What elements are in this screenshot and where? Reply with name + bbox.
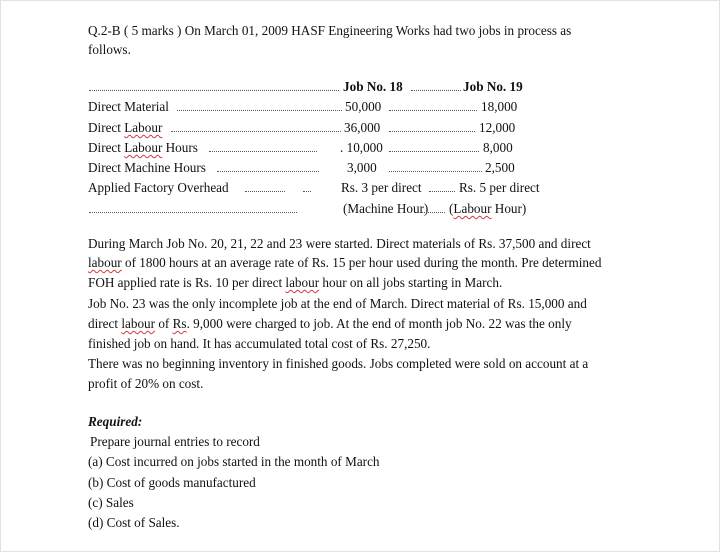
required-item-c: (c) Sales: [88, 495, 134, 510]
job18-foh-basis: (Machine Hour): [343, 201, 429, 216]
required-item-b: (b) Cost of goods manufactured: [88, 475, 256, 490]
row-label-direct-machine-hours: Direct Machine Hours: [88, 160, 206, 175]
row-label-direct-labour: Direct Labour: [88, 120, 163, 135]
job19-header: Job No. 19: [463, 79, 523, 94]
job19-machine-hours: 2,500: [485, 160, 515, 175]
paragraph-3-line-1: There was no beginning inventory in finished goods. Jobs completed were sold on account at a: [88, 356, 589, 371]
leader-dots: [171, 131, 341, 132]
paragraph-2-line-1: Job No. 23 was the only incomplete job at the end of March. Direct material of Rs. 15,000 and: [88, 296, 587, 311]
paragraph-3-line-2: profit of 20% on cost.: [88, 376, 204, 391]
question-heading: Q.2-B ( 5 marks ) On March 01, 2009 HASF Engineering Works had two jobs in process as: [88, 23, 572, 38]
job18-machine-hours: 3,000: [347, 160, 377, 175]
leader-dots: [389, 110, 477, 111]
required-item-d: (d) Cost of Sales.: [88, 515, 180, 530]
job18-direct-material: 50,000: [345, 99, 382, 114]
paragraph-1-line-3: FOH applied rate is Rs. 10 per direct labour hour on all jobs starting in March.: [88, 275, 503, 290]
required-item-a: (a) Cost incurred on jobs started in the month of March: [88, 454, 380, 469]
leader-dots: [89, 212, 297, 213]
job19-direct-material: 18,000: [481, 99, 518, 114]
question-heading-cont: follows.: [88, 42, 131, 57]
leader-dots: [411, 90, 461, 91]
leader-dots: [303, 191, 311, 192]
job18-header: Job No. 18: [343, 79, 403, 94]
leader-dots: [89, 90, 339, 91]
job19-foh-basis: (Labour Hour): [449, 201, 527, 216]
leader-dots: [389, 171, 482, 172]
paragraph-1-line-2: labour of 1800 hours at an average rate of Rs. 15 per hour used during the month. Pre determined: [88, 255, 602, 270]
leader-dots: [209, 151, 317, 152]
required-heading: Required:: [88, 414, 143, 429]
row-label-direct-material: Direct Material: [88, 99, 169, 114]
leader-dots: [389, 131, 475, 132]
leader-dots: [389, 151, 479, 152]
row-label-applied-foh: Applied Factory Overhead: [88, 180, 229, 195]
leader-dots: [245, 191, 285, 192]
job19-direct-labour: 12,000: [479, 120, 516, 135]
leader-dots: [417, 212, 445, 213]
job19-direct-labour-hours: 8,000: [483, 140, 513, 155]
leader-dots: [429, 191, 455, 192]
row-label-direct-labour-hours: Direct Labour Hours: [88, 140, 198, 155]
required-intro: Prepare journal entries to record: [90, 434, 260, 449]
job19-foh-rate: Rs. 5 per direct: [459, 180, 540, 195]
job18-foh-rate: Rs. 3 per direct: [341, 180, 422, 195]
leader-dots: [177, 110, 342, 111]
leader-dots: [217, 171, 319, 172]
job18-direct-labour-hours: . 10,000: [340, 140, 383, 155]
paragraph-2-line-3: finished job on hand. It has accumulated total cost of Rs. 27,250.: [88, 336, 431, 351]
paragraph-1-line-1: During March Job No. 20, 21, 22 and 23 were started. Direct materials of Rs. 37,500 and direct: [88, 236, 591, 251]
job18-direct-labour: 36,000: [344, 120, 381, 135]
paragraph-2-line-2: direct labour of Rs. 9,000 were charged to job. At the end of month job No. 22 was the only: [88, 316, 572, 331]
